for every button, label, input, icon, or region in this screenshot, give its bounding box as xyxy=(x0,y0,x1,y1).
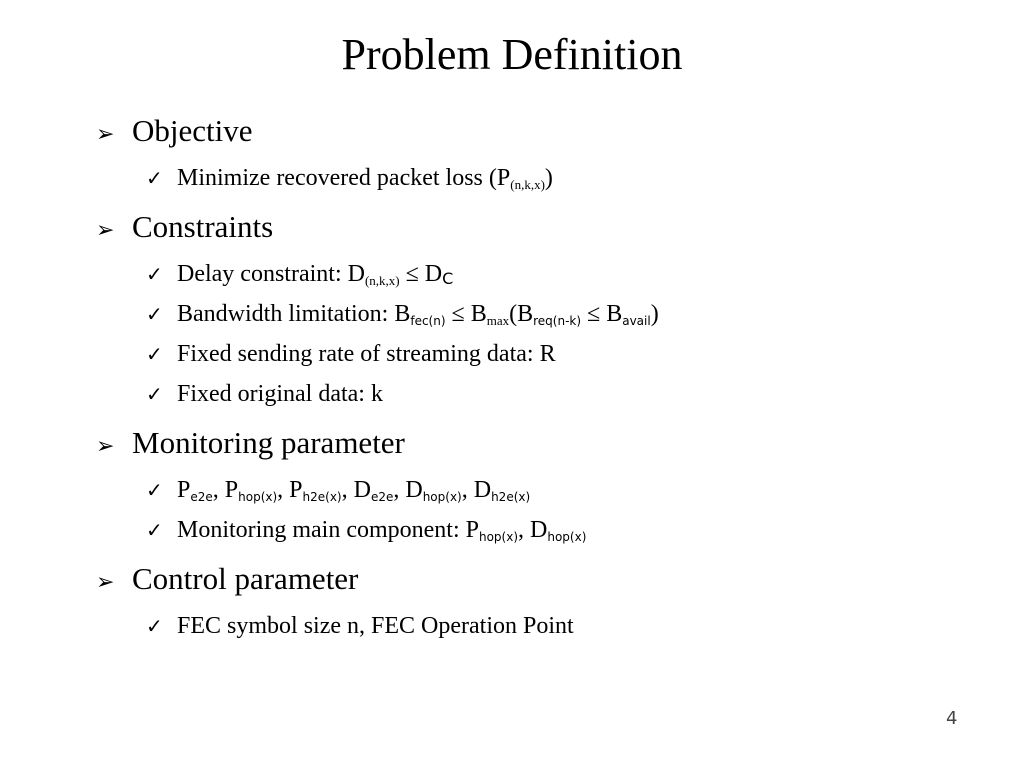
arrow-bullet-icon: ➢ xyxy=(96,434,115,459)
heading-text: Control parameter xyxy=(132,561,359,596)
text-run: , D xyxy=(341,477,371,503)
item-text xyxy=(177,470,530,510)
check-bullet-icon: ✓ xyxy=(146,166,163,190)
subscript: hop(x) xyxy=(238,490,278,504)
text-run: ) xyxy=(650,301,659,327)
heading-text: Constraints xyxy=(132,209,274,244)
subscript: h2e(x) xyxy=(491,490,531,504)
section-heading xyxy=(96,112,976,154)
text-run: ≤ B xyxy=(581,301,623,327)
list-item xyxy=(146,374,976,414)
subscript: hop(x) xyxy=(547,530,587,544)
subscript: fec(n) xyxy=(410,314,446,328)
sub-list xyxy=(96,606,976,646)
item-text xyxy=(177,254,453,294)
subscript: req(n-k) xyxy=(533,314,582,328)
section-monitoring-parameter xyxy=(96,424,976,550)
list-item xyxy=(146,606,976,646)
text-run: Minimize recovered packet loss (P xyxy=(177,165,511,191)
text-run: , D xyxy=(461,477,492,503)
text-run: ≤ B xyxy=(445,301,487,327)
item-text: Fixed original data: k xyxy=(177,381,383,407)
subscript: C xyxy=(442,269,454,288)
item-text: Fixed sending rate of streaming data: R xyxy=(177,341,556,367)
subscript: (n,k,x) xyxy=(364,273,400,288)
arrow-bullet-icon: ➢ xyxy=(96,570,115,595)
text-run: P xyxy=(177,477,191,503)
subscript: e2e xyxy=(190,490,213,504)
check-bullet-icon: ✓ xyxy=(146,518,163,542)
text-run: ≤ D xyxy=(399,261,443,287)
arrow-bullet-icon: ➢ xyxy=(96,218,115,243)
bullet-list xyxy=(96,112,976,656)
list-item xyxy=(146,254,976,294)
list-item xyxy=(146,158,976,198)
sub-list xyxy=(96,254,976,414)
heading-text: Objective xyxy=(132,113,253,148)
text-run: , D xyxy=(393,477,423,503)
heading-text: Monitoring parameter xyxy=(132,425,405,460)
item-text xyxy=(177,294,659,334)
subscript: max xyxy=(486,313,510,328)
sub-list xyxy=(96,470,976,550)
list-item xyxy=(146,470,976,510)
subscript: h2e(x) xyxy=(302,490,342,504)
slide-title: Problem Definition xyxy=(341,30,683,79)
item-text: FEC symbol size n, FEC Operation Point xyxy=(177,613,574,639)
item-text xyxy=(177,158,553,198)
text-run: (B xyxy=(509,301,534,327)
subscript: (n,k,x) xyxy=(510,177,545,192)
text-run: Monitoring main component: P xyxy=(177,517,479,543)
text-run: , P xyxy=(212,477,239,503)
check-bullet-icon: ✓ xyxy=(146,262,163,286)
section-objective xyxy=(96,112,976,198)
section-heading xyxy=(96,560,976,602)
section-heading xyxy=(96,424,976,466)
sub-list xyxy=(96,158,976,198)
list-item xyxy=(146,510,976,550)
section-control-parameter xyxy=(96,560,976,646)
list-item xyxy=(146,294,976,334)
text-run: Delay constraint: D xyxy=(177,261,365,287)
subscript: avail xyxy=(622,314,651,328)
section-constraints xyxy=(96,208,976,414)
check-bullet-icon: ✓ xyxy=(146,342,163,366)
check-bullet-icon: ✓ xyxy=(146,478,163,502)
text-run: ) xyxy=(544,165,553,191)
text-run: , D xyxy=(518,517,548,543)
subscript: hop(x) xyxy=(478,530,519,544)
subscript: hop(x) xyxy=(422,490,462,504)
text-run: Bandwidth limitation: B xyxy=(177,301,411,327)
text-run: , P xyxy=(277,477,303,503)
check-bullet-icon: ✓ xyxy=(146,614,163,638)
section-heading xyxy=(96,208,976,250)
arrow-bullet-icon: ➢ xyxy=(96,122,115,147)
check-bullet-icon: ✓ xyxy=(146,382,163,406)
subscript: e2e xyxy=(370,490,394,504)
list-item xyxy=(146,334,976,374)
check-bullet-icon: ✓ xyxy=(146,302,163,326)
page-number: 4 xyxy=(946,708,958,729)
item-text xyxy=(177,510,586,550)
